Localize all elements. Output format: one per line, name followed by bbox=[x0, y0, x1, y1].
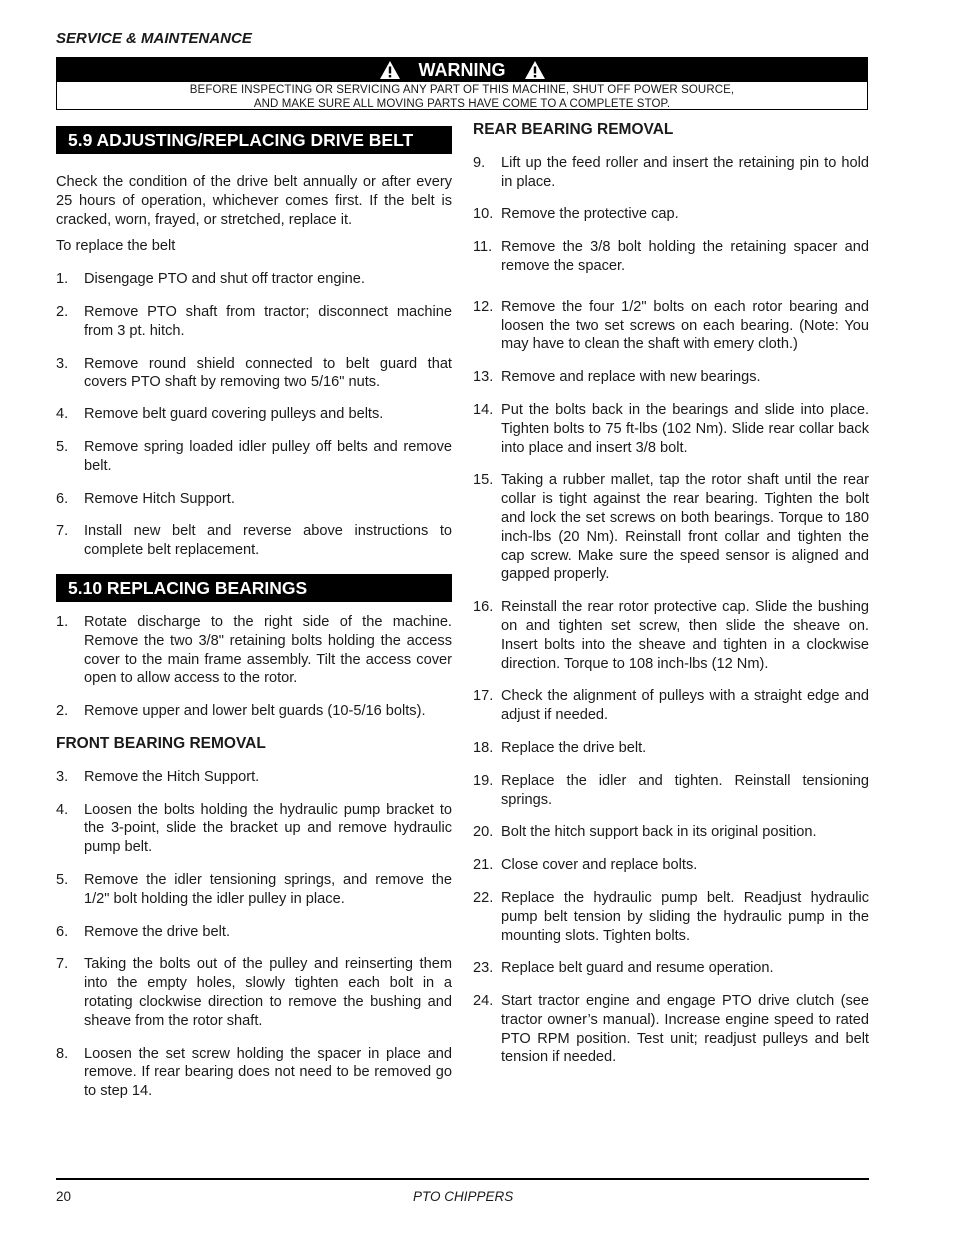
step-number: 5. bbox=[56, 871, 69, 888]
footer-rule bbox=[56, 1178, 869, 1180]
running-header: SERVICE & MAINTENANCE bbox=[56, 30, 252, 47]
step-number: 21. bbox=[473, 857, 494, 874]
step-item bbox=[56, 923, 452, 942]
step-item bbox=[473, 368, 869, 387]
step-text: Remove the drive belt. bbox=[84, 923, 231, 940]
left-column bbox=[56, 126, 452, 1101]
step-text: Bolt the hitch support back in its original position. bbox=[501, 824, 817, 841]
step-text: Remove and replace with new bearings. bbox=[501, 369, 761, 386]
step-item bbox=[56, 801, 452, 857]
step-text: Rotate discharge to the right side of the machine. Remove the two 3/8" retaining bolts holding the access cover to the main frame assembly. Tilt the access cover open to allow access to the rotor. bbox=[84, 613, 452, 687]
belt-steps bbox=[56, 270, 452, 560]
step-item bbox=[473, 687, 869, 725]
step-number: 9. bbox=[473, 154, 486, 171]
step-text: Remove spring loaded idler pulley off belts and remove belt. bbox=[84, 438, 452, 474]
step-text: Remove the 3/8 bolt holding the retaining spacer and remove the spacer. bbox=[501, 239, 869, 274]
page-number: 20 bbox=[56, 1189, 72, 1204]
step-item bbox=[56, 405, 452, 424]
step-number: 6. bbox=[56, 923, 69, 940]
warning-triangle-icon bbox=[524, 60, 546, 80]
step-text: Remove the protective cap. bbox=[501, 206, 679, 223]
step-text: Remove the Hitch Support. bbox=[84, 768, 260, 785]
front-bearing-heading: FRONT BEARING REMOVAL bbox=[56, 734, 266, 752]
step-item bbox=[56, 768, 452, 787]
step-number: 4. bbox=[56, 406, 69, 423]
step-item bbox=[473, 238, 869, 276]
to-replace-label: To replace the belt bbox=[56, 238, 176, 255]
step-text: Replace the drive belt. bbox=[501, 739, 647, 756]
step-item bbox=[56, 438, 452, 476]
right-column bbox=[473, 121, 869, 1067]
step-number: 24. bbox=[473, 993, 494, 1010]
warning-triangle-icon bbox=[379, 60, 401, 80]
step-number: 11. bbox=[473, 239, 493, 256]
step-number: 10. bbox=[473, 206, 494, 223]
step-number: 8. bbox=[56, 1045, 69, 1062]
step-text: Put the bolts back in the bearings and slide into place. Tighten bolts to 75 ft-lbs (102 Nm). Slide rear collar back into place and insert 3/8 bolt. bbox=[501, 401, 869, 456]
step-text: Replace the hydraulic pump belt. Readjust hydraulic pump belt tension by sliding the hydraulic pump in the mounting slots. Tighten bolts. bbox=[501, 889, 869, 944]
step-item bbox=[473, 298, 869, 354]
step-number: 14. bbox=[473, 401, 494, 418]
step-number: 15. bbox=[473, 472, 494, 489]
step-item bbox=[473, 205, 869, 224]
step-item bbox=[473, 471, 869, 584]
section-heading-5-10: 5.10 REPLACING BEARINGS bbox=[56, 574, 452, 602]
step-number: 2. bbox=[56, 303, 69, 320]
warning-title: WARNING bbox=[418, 59, 506, 80]
step-item bbox=[473, 401, 869, 457]
front-bearing-steps bbox=[56, 768, 452, 1101]
step-text: Start tractor engine and engage PTO drive clutch (see tractor owner’s manual). Increase engine speed to rated PTO RPM position. Test unit; readjust pulleys and belt tension if needed. bbox=[501, 993, 869, 1066]
step-text: Remove PTO shaft from tractor; disconnect machine from 3 pt. hitch. bbox=[84, 303, 452, 339]
step-number: 7. bbox=[56, 523, 69, 540]
step-item bbox=[56, 702, 452, 721]
step-number: 13. bbox=[473, 369, 494, 386]
step-text: Loosen the bolts holding the hydraulic pump bracket to the 3-point, slide the bracket up and remove hydraulic pump belt. bbox=[84, 801, 452, 856]
rear-bearing-heading: REAR BEARING REMOVAL bbox=[473, 121, 674, 138]
step-text: Reinstall the rear rotor protective cap. Slide the bushing on and tighten set screw, then slide the sheave on. Insert bolts into the sheave and tighten in a clockwise direction. Torque to 108 inch-lbs (12 Nm). bbox=[501, 599, 869, 672]
step-text: Remove the four 1/2" bolts on each rotor bearing and loosen the two set screws on each bearing. (Note: You may have to clean the shaft with emery cloth.) bbox=[501, 298, 869, 353]
step-item bbox=[473, 772, 869, 810]
step-number: 18. bbox=[473, 739, 494, 756]
step-text: Loosen the set screw holding the spacer in place and remove. If rear bearing does not need to be removed go to step 14. bbox=[84, 1045, 452, 1100]
step-item bbox=[473, 154, 869, 192]
step-text: Close cover and replace bolts. bbox=[501, 857, 698, 874]
step-item bbox=[56, 303, 452, 341]
bearing-steps bbox=[56, 613, 452, 721]
step-number: 4. bbox=[56, 801, 69, 818]
step-text: Taking a rubber mallet, tap the rotor shaft until the rear collar is tight against the rear bearing. Tighten the bolt and lock the set screws on both bearings. Torque to 180 inch-lbs (20 Nm). Reinstall front collar and tighten the cap screw. Make sure the speed sensor is aligned and gapped properly. bbox=[501, 472, 869, 583]
step-item bbox=[473, 959, 869, 978]
step-item bbox=[56, 355, 452, 393]
warning-box bbox=[56, 57, 868, 110]
step-text: Remove the idler tensioning springs, and remove the 1/2" bolt holding the idler pulley in place. bbox=[84, 871, 452, 907]
step-item bbox=[473, 889, 869, 945]
step-text: Taking the bolts out of the pulley and reinserting them into the empty holes, slowly tighten each bolt in a rotating clockwise direction to remove the bushing and sheave from the rotor shaft. bbox=[84, 956, 452, 1029]
step-number: 2. bbox=[56, 703, 69, 720]
step-text: Remove upper and lower belt guards (10-5/16 bolts). bbox=[84, 703, 426, 720]
step-number: 3. bbox=[56, 768, 69, 785]
step-number: 16. bbox=[473, 599, 494, 616]
step-item bbox=[56, 522, 452, 560]
warning-bar bbox=[57, 58, 867, 82]
warning-text bbox=[57, 83, 867, 111]
footer-title: PTO CHIPPERS bbox=[413, 1189, 514, 1204]
step-number: 5. bbox=[56, 438, 69, 455]
step-number: 6. bbox=[56, 490, 69, 507]
step-text: Remove Hitch Support. bbox=[84, 490, 235, 507]
step-number: 1. bbox=[56, 271, 69, 288]
step-item bbox=[56, 955, 452, 1030]
step-item bbox=[473, 739, 869, 758]
step-item bbox=[473, 856, 869, 875]
step-text: Replace belt guard and resume operation. bbox=[501, 960, 774, 977]
step-number: 17. bbox=[473, 688, 494, 705]
step-item bbox=[56, 270, 452, 289]
step-text: Remove belt guard covering pulleys and belts. bbox=[84, 406, 384, 423]
step-number: 7. bbox=[56, 956, 69, 973]
step-text: Remove round shield connected to belt guard that covers PTO shaft by removing two 5/16" nuts. bbox=[84, 355, 452, 391]
step-item bbox=[473, 823, 869, 842]
step-number: 3. bbox=[56, 355, 69, 372]
step-text: Lift up the feed roller and insert the retaining pin to hold in place. bbox=[501, 154, 869, 190]
step-number: 23. bbox=[473, 960, 494, 977]
step-text: Install new belt and reverse above instructions to complete belt replacement. bbox=[84, 523, 452, 559]
step-item bbox=[56, 1045, 452, 1101]
step-number: 22. bbox=[473, 889, 494, 906]
step-number: 19. bbox=[473, 772, 494, 789]
section-heading-5-9: 5.9 ADJUSTING/REPLACING DRIVE BELT bbox=[56, 126, 452, 154]
step-number: 20. bbox=[473, 824, 494, 841]
warning-line: AND MAKE SURE ALL MOVING PARTS HAVE COME TO A COMPLETE STOP. bbox=[253, 98, 671, 110]
step-text: Check the alignment of pulleys with a straight edge and adjust if needed. bbox=[501, 688, 869, 724]
rear-bearing-steps bbox=[473, 154, 869, 1067]
step-text: Replace the idler and tighten. Reinstall tensioning springs. bbox=[501, 772, 869, 808]
step-item bbox=[473, 992, 869, 1067]
warning-line: BEFORE INSPECTING OR SERVICING ANY PART OF THIS MACHINE, SHUT OFF POWER SOURCE, bbox=[189, 84, 735, 96]
intro-paragraph: Check the condition of the drive belt annually or after every 25 hours of operation, whichever comes first. If the belt is cracked, worn, frayed, or stretched, replace it. bbox=[56, 174, 452, 228]
step-number: 12. bbox=[473, 298, 494, 315]
step-number: 1. bbox=[56, 613, 69, 630]
step-item bbox=[56, 613, 452, 688]
step-item bbox=[56, 871, 452, 909]
step-item bbox=[473, 598, 869, 673]
step-item bbox=[56, 490, 452, 509]
step-text: Disengage PTO and shut off tractor engine. bbox=[84, 271, 365, 288]
